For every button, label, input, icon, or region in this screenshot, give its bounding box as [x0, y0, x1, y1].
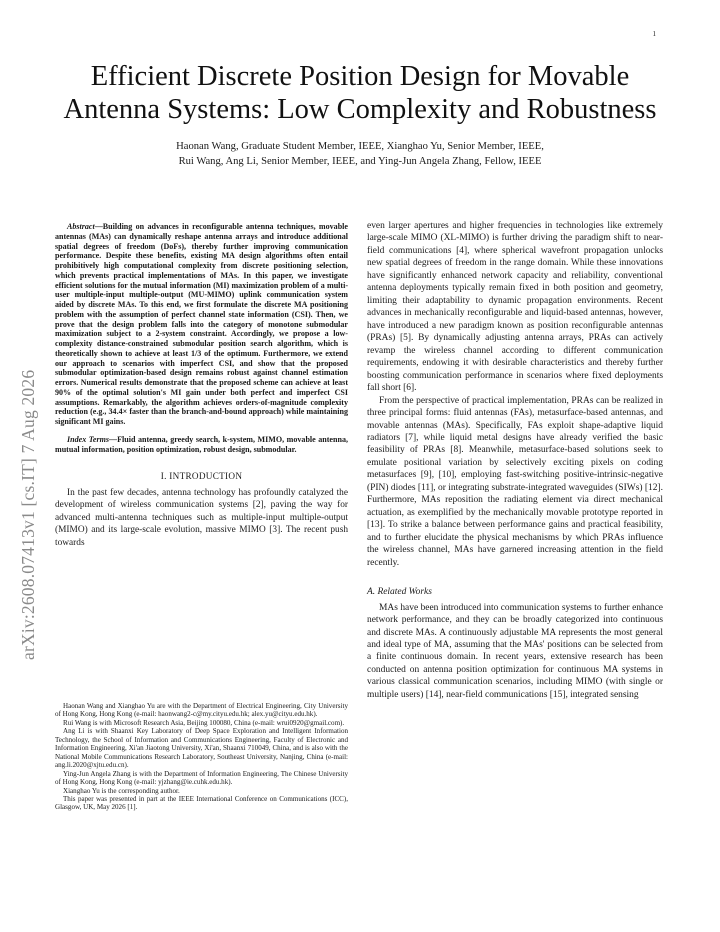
author-line-2: Rui Wang, Ang Li, Senior Member, IEEE, and Ying-Jun Angela Zhang, Fellow, IEEE — [178, 156, 542, 167]
footnote-conference-note: This paper was presented in part at the IEEE International Conference on Communications (ICC), Glasgow, UK, May 2026 [1]. — [55, 794, 348, 812]
footnotes — [55, 702, 348, 812]
footnote-affiliation-2: Rui Wang is with Microsoft Research Asia, Beijing 100080, China (e-mail: wrui0920@gmail.com). — [63, 718, 345, 727]
left-column — [55, 222, 348, 549]
author-line-1: Haonan Wang, Graduate Student Member, IEEE, Xianghao Yu, Senior Member, IEEE, — [176, 141, 544, 152]
intro-paragraph-2: From the perspective of practical implementation, PRAs can be realized in three principal forms: fluid antennas (FAs), metasurface-based antennas, and movable antennas (MAs). Specifically, FAs exploit shape-adaptive liquid radiators [7], while liquid metal designs have already verified the basic feasibility of PRAs [8]. Meanwhile, metasurface-based solutions seek to emulate positional variation by selectively exciting pixels on coding metasurfaces [9], [10], employing fast-switching positive-intrinsic-negative (PIN) diodes [11], or integrating substrate-integrated waveguides (SIWs) [12]. Furthermore, MAs reposition the radiating element via direct mechanical actuation, as exemplified by the mechanically movable prototype reported in [13]. To strike a balance between performance gains and practical feasibility, and to further elucidate the physical mechanisms by which PRAs influence the wireless channel, MAs have garnered increasing attention in the field recently. — [367, 395, 663, 568]
abstract-lead: Abstract — [67, 222, 95, 231]
related-works-paragraph-1: MAs have been introduced into communication systems to further enhance network performance, and they can be broadly categorized into continuous and discrete MAs. A continuously adjustable MA represents the most general and ideal type of MA, assuming that the MAs' positions can be selected from a finite continuous domain. In recent years, extensive research has been conducted on antenna position optimization for continuous MA systems in various classical communication scenarios, including MIMO (with single or multiple users) [14], near-field communications [15], integrated sensing — [367, 602, 663, 700]
author-list — [60, 139, 660, 169]
page-number: 1 — [652, 30, 656, 38]
index-terms-text: —Fluid antenna, greedy search, k-system, MIMO, movable antenna, mutual information, position optimization, robust design, submodular. — [55, 434, 348, 454]
footnote-affiliation-3: Ang Li is with Shaanxi Key Laboratory of Deep Space Exploration and Intelligent Information Technology, the School of Information and Communications Engineering, Faculty of Electronic and Information Engineering, Xi'an Jiaotong University, Xi'an, Shaanxi 710049, China, and is also with the National Mobile Communications Research Laboratory, Southeast University, Nanjing, China (e-mail: ang.li.2020@xjtu.edu.cn). — [55, 727, 348, 770]
section-heading-introduction: I. INTRODUCTION — [160, 471, 243, 482]
intro-paragraph-1-cont: even larger apertures and higher frequencies in technologies like extremely large-scale MIMO (XL-MIMO) is further driving the paradigm shift to near-field communications [4], where spherical wavefront propagation unlocks new spatial degrees of freedom in the range domain. While these innovations have significantly enhanced network capacity and reliability, conventional antenna deployments typically remain fixed in both position and geometry, limiting their adaptability to dynamic propagation environments. Recent advances in mechanically reconfigurable and liquid-based antennas, however, have introduced a new paradigm known as position reconfigurable antennas (PRAs) [5]. By dynamically adjusting antenna arrays, PRAs can actively revamp the wireless channel according to different communication requirements, endowing it with desirable characteristics and thereby further boosting communication performance in scenarios where fixed deployments fall short [6]. — [367, 221, 663, 394]
abstract-text: —Building on advances in reconfigurable antenna techniques, movable antennas (MAs) can dynamically reshape antenna arrays and introduce additional spatial degrees of freedom (DoFs), thereby further improving communication performance. Despite these benefits, existing MA design algorithms often entail prohibitively high computational complexity from discrete positioning selection, which prevents practical implementations of MAs. In this paper, we investigate efficient solutions for the mutual information (MI) maximization problem of a multi-user multiple-input multiple-output (MU-MIMO) uplink communication system aided by discrete MAs. To this end, we first formulate the discrete MA positioning problem with the assumption of perfect channel state information (CSI). Then, we prove that the design problem falls into the category of monotone submodular maximization subject to a 2-system constraint. Accordingly, we propose a low-complexity distance-constrained submodular position search algorithm, which is theoretically shown to achieve at least 1/3 of the optimum. Furthermore, we extend our approach to scenarios with imperfect CSI, and show that the proposed submodular optimization-based design remains robust against channel estimation errors. Numerical results demonstrate that the proposed scheme can achieve at least 90% of the optimal solution's MI gain under both perfect and imperfect CSI assumptions. Remarkably, the algorithm achieves orders-of-magnitude complexity reduction (e.g., 34.4× faster than the branch-and-bound approach) while maintaining significant MI gains. — [55, 222, 348, 426]
paper-title: Efficient Discrete Position Design for Movable Antenna Systems: Low Complexity and Robustness — [63, 61, 657, 125]
index-terms-lead: Index Terms — [67, 434, 110, 444]
arxiv-stamp: arXiv:2608.07413v1 [cs.IT] 7 Aug 2026 — [18, 369, 38, 660]
right-column — [367, 220, 663, 701]
footnote-affiliation-1: Haonan Wang and Xianghao Yu are with the Department of Electrical Engineering, City University of Hong Kong, Hong Kong (e-mail: haonwang2-c@my.cityu.edu.hk; alex.yu@cityu.edu.hk). — [55, 702, 348, 719]
intro-paragraph-1-start: In the past few decades, antenna technology has profoundly catalyzed the development of wireless communication systems [2], paving the way for advanced multi-antenna techniques such as multiple-input multiple-output (MIMO) and its large-scale evolution, massive MIMO [3]. The recent push towards — [55, 487, 348, 548]
index-terms — [55, 435, 348, 455]
footnote-corresponding-author: Xianghao Yu is the corresponding author. — [63, 786, 180, 795]
footnote-affiliation-4: Ying-Jun Angela Zhang is with the Department of Information Engineering, The Chinese University of Hong Kong, Hong Kong (e-mail: yjzhang@ie.cuhk.edu.hk). — [55, 769, 348, 787]
subsection-heading-related-works: A. Related Works — [367, 587, 432, 598]
abstract — [55, 222, 348, 427]
